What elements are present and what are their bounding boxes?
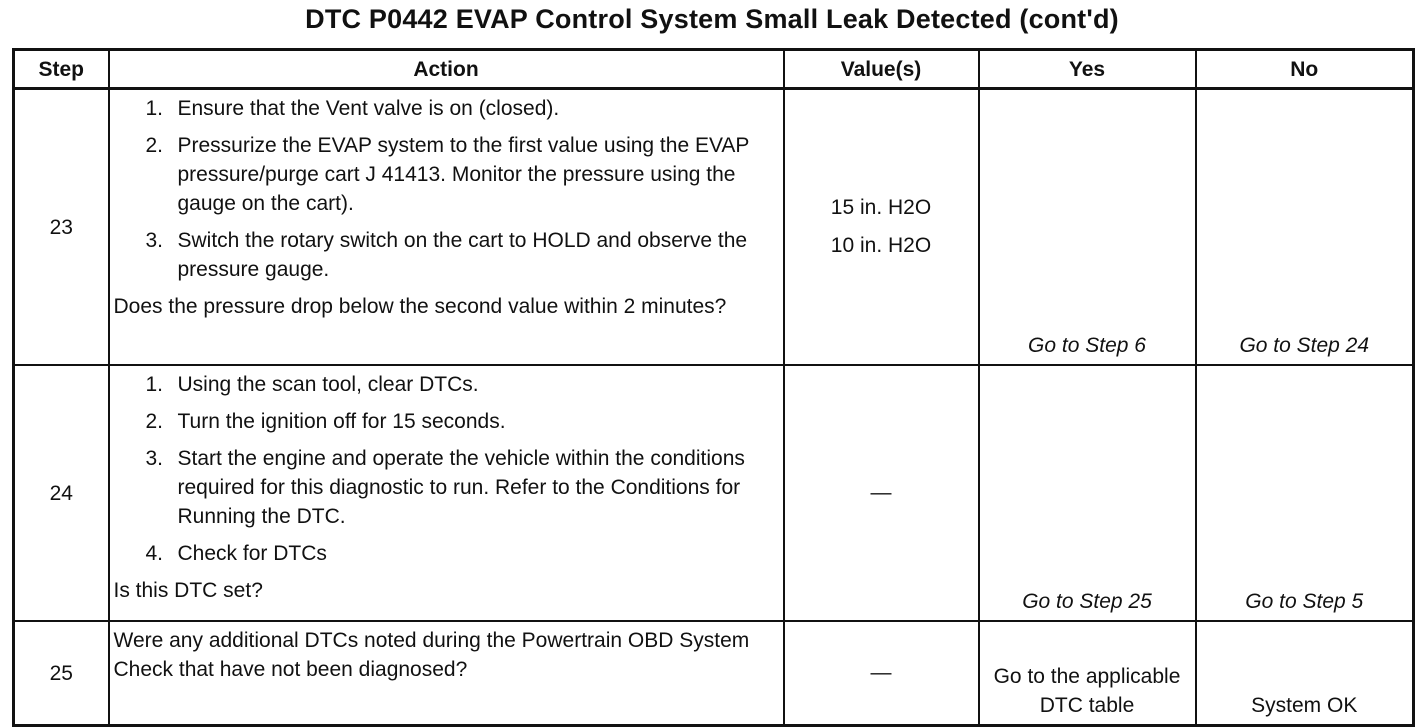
values-cell	[784, 365, 979, 621]
header-yes: Yes	[979, 50, 1196, 89]
diagnostic-table	[12, 48, 1415, 727]
list-text: Turn the ignition off for 15 seconds.	[177, 410, 506, 433]
action-cell	[109, 89, 784, 366]
yes-cell: Go to the applicable DTC table	[979, 621, 1196, 726]
list-number: 3.	[145, 447, 164, 470]
step-number: 23	[14, 89, 109, 366]
list-number: 3.	[145, 229, 164, 252]
no-cell: Go to Step 5	[1196, 365, 1414, 621]
header-no: No	[1196, 50, 1414, 89]
list-item	[114, 226, 777, 284]
list-number: 4.	[145, 542, 164, 565]
header-step: Step	[14, 50, 109, 89]
list-text: Check for DTCs	[177, 542, 327, 565]
header-action: Action	[109, 50, 784, 89]
question-text: Is this DTC set?	[113, 579, 263, 602]
no-cell: Go to Step 24	[1196, 89, 1414, 366]
list-item	[114, 444, 777, 531]
list-item	[114, 370, 777, 399]
action-cell	[109, 365, 784, 621]
list-item	[114, 94, 777, 123]
list-number: 1.	[145, 97, 164, 120]
yes-cell: Go to Step 25	[979, 365, 1196, 621]
values-cell	[784, 89, 979, 366]
question-text: Does the pressure drop below the second value within 2 minutes?	[113, 295, 727, 318]
value-text: 15 in. H2O	[830, 196, 932, 219]
step-number: 24	[14, 365, 109, 621]
list-text: Ensure that the Vent valve is on (closed).	[177, 97, 560, 120]
table-row	[14, 365, 1414, 621]
list-item	[114, 407, 777, 436]
table-header-row	[14, 50, 1414, 89]
document-title: DTC P0442 EVAP Control System Small Leak Detected (cont'd)	[305, 4, 1119, 34]
value-text: 10 in. H2O	[830, 234, 932, 257]
values-cell	[784, 621, 979, 726]
table-row	[14, 621, 1414, 726]
no-cell: System OK	[1196, 621, 1414, 726]
list-item	[114, 539, 777, 568]
action-cell	[109, 621, 784, 726]
list-number: 2.	[145, 410, 164, 433]
list-item	[114, 131, 777, 218]
action-list	[114, 94, 777, 284]
list-text: Using the scan tool, clear DTCs.	[177, 373, 479, 396]
list-text: Switch the rotary switch on the cart to HOLD and observe the pressure gauge.	[177, 229, 748, 281]
yes-cell: Go to Step 6	[979, 89, 1196, 366]
list-text: Pressurize the EVAP system to the first value using the EVAP pressure/purge cart J 41413. Monitor the pressure using the gauge on the cart).	[177, 134, 750, 215]
list-number: 2.	[145, 134, 164, 157]
action-list	[114, 370, 777, 568]
header-values: Value(s)	[784, 50, 979, 89]
list-number: 1.	[145, 373, 164, 396]
value-text: —	[870, 661, 892, 684]
step-number: 25	[14, 621, 109, 726]
value-text: —	[870, 481, 892, 504]
list-text: Start the engine and operate the vehicle within the conditions required for this diagnostic to run. Refer to the Conditions for Running the DTC.	[177, 447, 745, 528]
question-text: Were any additional DTCs noted during the Powertrain OBD System Check that have not been diagnosed?	[113, 629, 750, 681]
table-row	[14, 89, 1414, 366]
